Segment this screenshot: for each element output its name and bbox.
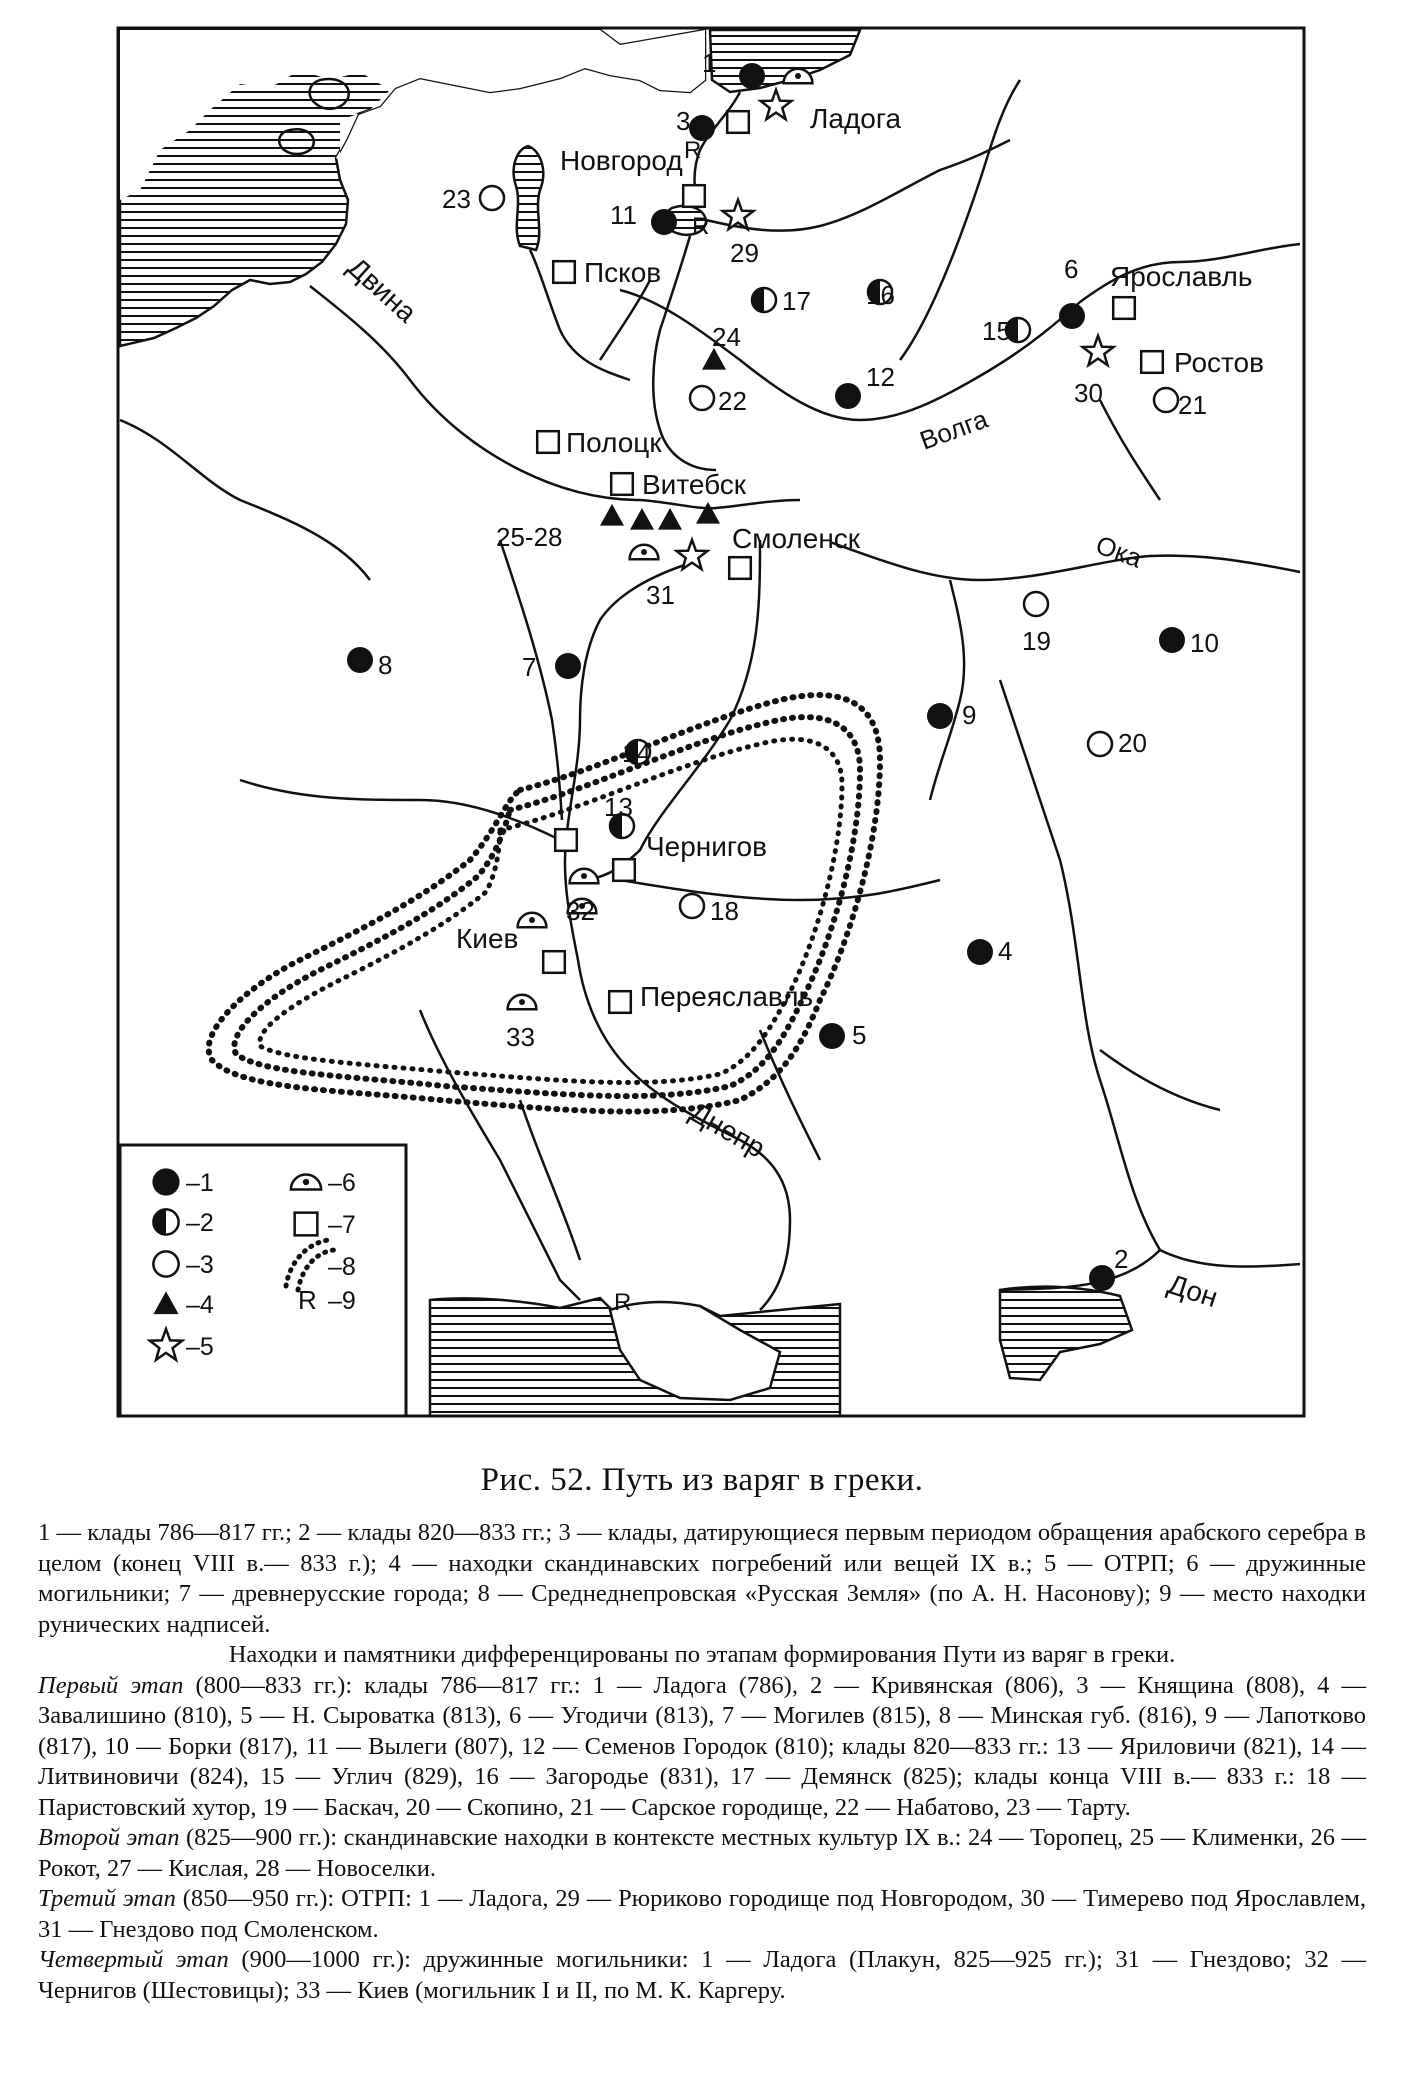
description-stage-2 xyxy=(38,1823,1366,1884)
city-novgorod: Новгород xyxy=(560,145,683,176)
site-number-8: 8 xyxy=(378,650,393,680)
legend-half-circle-icon xyxy=(153,1209,178,1234)
site-square-icon-14 xyxy=(1113,297,1135,319)
seym-river xyxy=(620,880,940,900)
site-burial-mound-icon-42 xyxy=(518,913,547,927)
stage-2-text: (825—900 гг.): скандинавские находки в контексте местных культур IX в.: 24 — Торопец, 25 — Клименки, 26 — Рокот, 27 — Кислая, 28 — Новоселки. xyxy=(38,1824,1367,1882)
lovat-river xyxy=(653,236,716,470)
description-stage-4 xyxy=(38,1945,1366,2006)
site-triangle-icon-24 xyxy=(630,508,654,530)
description-stage-1 xyxy=(38,1671,1366,1824)
don-lower xyxy=(1000,1250,1160,1290)
site-open-circle-icon-5 xyxy=(480,186,504,210)
site-half-circle-icon-10 xyxy=(752,288,776,312)
site-burial-mound-icon-47 xyxy=(508,995,537,1009)
city-vitebsk: Витебск xyxy=(642,469,747,500)
site-triangle-icon-26 xyxy=(696,502,720,524)
city-ladoga: Ладога xyxy=(810,103,902,134)
stage-4-text: (900—1000 гг.): дружинные могильники: 1 — Ладога (Плакун, 825—925 гг.); 31 — Гнездово; 32 — Чернигов (Шестовицы); 33 — Киев (могильник I и II, по М. К. Каргеру. xyxy=(38,1946,1366,2004)
stage-4-title: Четвертый этап xyxy=(38,1946,229,1973)
site-number-9: 9 xyxy=(962,700,977,730)
sea-of-azov xyxy=(1000,1287,1132,1380)
site-filled-circle-icon-49 xyxy=(1089,1265,1115,1291)
site-number-11: 11 xyxy=(610,200,637,230)
site-square-icon-45 xyxy=(543,951,565,973)
site-square-icon-46 xyxy=(609,991,631,1013)
russian-land-region xyxy=(209,695,880,1112)
legend-label-6: –6 xyxy=(328,1169,356,1197)
site-filled-circle-icon-20 xyxy=(835,383,861,409)
site-number-10: 10 xyxy=(1190,628,1219,658)
site-square-icon-16 xyxy=(1141,351,1163,373)
stage-2-title: Второй этап xyxy=(38,1824,180,1851)
site-number-25-28: 25-28 xyxy=(496,522,563,552)
legend-open-circle-icon xyxy=(153,1251,178,1276)
dnepr-river xyxy=(565,560,790,1310)
site-square-icon-9 xyxy=(553,261,575,283)
site-burial-mound-icon-27 xyxy=(630,545,659,559)
lake-peipus xyxy=(514,146,544,250)
river-misc-3 xyxy=(520,1100,580,1260)
don-river xyxy=(1000,680,1300,1267)
site-number-2: 2 xyxy=(1114,1244,1129,1274)
site-star-icon-28 xyxy=(677,540,708,569)
msta-river xyxy=(706,140,1010,231)
site-square-icon-4 xyxy=(727,111,749,133)
city-yaroslavl: Ярославль xyxy=(1110,261,1253,292)
site-number-31: 31 xyxy=(646,580,675,610)
river-volga: Волга xyxy=(915,403,992,456)
site-square-icon-21 xyxy=(537,431,559,453)
river-misc-4 xyxy=(1100,1050,1220,1110)
city-chernigov: Чернигов xyxy=(646,831,767,862)
site-number-21: 21 xyxy=(1178,390,1207,420)
svg-text:R: R xyxy=(298,1285,317,1315)
site-star-icon-2 xyxy=(761,90,792,119)
site-filled-circle-icon-31 xyxy=(1159,627,1185,653)
site-open-circle-icon-43 xyxy=(680,894,704,918)
river-misc-6 xyxy=(1100,400,1160,500)
site-square-icon-22 xyxy=(611,473,633,495)
city-rostov: Ростов xyxy=(1174,347,1264,378)
river-don: Дон xyxy=(1164,1268,1222,1314)
oka-river xyxy=(830,542,1300,580)
river-dvina: Двина xyxy=(341,251,423,329)
site-filled-circle-icon-13 xyxy=(1059,303,1085,329)
site-open-circle-icon-30 xyxy=(1024,592,1048,616)
site-square-icon-7 xyxy=(683,185,705,207)
legend-label-7: –7 xyxy=(328,1211,356,1239)
stage-1-text: (800—833 гг.): клады 786—817 гг.: 1 — Ладога (786), 2 — Кривянская (806), 3 — Княщина (808), 4 — Завалишино (810), 5 — Н. Сыроватка (813), 6 — Угодичи (813), 7 — Могилев (815), 8 — Минская губ. (816), 9 — Лапотково (817), 10 — Борки (817), 11 — Вылеги (807), 12 — Семенов Городок (810); клады 820—833 гг.: 13 — Яриловичи (821), 14 — Литвиновичи (824), 15 — Углич (829), 16 — Загородье (831), 17 — Демянск (825); клады конца VIII в.— 833 г.: 18 — Паристовский хутор, 19 — Баскач, 20 — Скопино, 21 — Сарское городище, 22 — Набатово, 23 — Тарту. xyxy=(38,1671,1366,1821)
river-misc-2 xyxy=(760,1030,820,1160)
city-pskov: Псков xyxy=(584,257,662,288)
site-number-30: 30 xyxy=(1074,378,1103,408)
site-filled-circle-icon-0 xyxy=(739,63,765,89)
rune-mark-1: R xyxy=(692,213,710,240)
site-number-17: 17 xyxy=(782,286,811,316)
legend-filled-circle-icon xyxy=(152,1168,179,1195)
site-square-icon-39 xyxy=(613,859,635,881)
rune-mark-2: R xyxy=(614,1289,632,1316)
river-dnepr: Днепр xyxy=(685,1096,771,1164)
river-misc-1 xyxy=(120,420,370,580)
site-number-33: 33 xyxy=(506,1022,535,1052)
site-filled-circle-icon-35 xyxy=(927,703,953,729)
rune-mark-0: R xyxy=(684,137,702,164)
city-kiev: Киев xyxy=(456,923,519,954)
figure-caption: Рис. 52. Путь из варяг в греки. xyxy=(480,1462,924,1498)
site-markers xyxy=(347,63,1185,1291)
site-filled-circle-icon-33 xyxy=(555,653,581,679)
site-number-22: 22 xyxy=(718,386,747,416)
figure-description xyxy=(38,1518,1366,2006)
southern-bug xyxy=(420,1010,580,1300)
site-number-14: 14 xyxy=(622,738,651,768)
city-polotsk: Полоцк xyxy=(566,427,662,458)
site-number-3: 3 xyxy=(676,106,691,136)
site-number-1: 1 xyxy=(702,48,717,78)
site-number-29: 29 xyxy=(730,238,759,268)
stage-3-title: Третий этап xyxy=(38,1885,176,1912)
site-open-circle-icon-19 xyxy=(690,386,714,410)
site-number-20: 20 xyxy=(1118,728,1147,758)
site-filled-circle-icon-48 xyxy=(819,1023,845,1049)
site-number-13: 13 xyxy=(604,792,633,822)
site-open-circle-icon-36 xyxy=(1088,732,1112,756)
site-number-5: 5 xyxy=(852,1020,867,1050)
site-number-23: 23 xyxy=(442,184,471,214)
site-square-icon-29 xyxy=(729,557,751,579)
site-number-6: 6 xyxy=(1064,254,1079,284)
legend-label-2: –2 xyxy=(186,1209,214,1237)
site-number-15: 15 xyxy=(982,316,1011,346)
site-number-24: 24 xyxy=(712,322,741,352)
stage-3-text: (850—950 гг.): ОТРП: 1 — Ладога, 29 — Рюриково городище под Новгородом, 30 — Тимерево под Ярославлем, 31 — Гнездово под Смоленском. xyxy=(38,1885,1367,1943)
site-open-circle-icon-17 xyxy=(1154,388,1178,412)
site-square-icon-38 xyxy=(555,829,577,851)
city-smolensk: Смоленск xyxy=(732,523,861,554)
site-filled-circle-icon-6 xyxy=(651,209,677,235)
description-stages-intro: Находки и памятники дифференцированы по этапам формирования Пути из варяг в греки. xyxy=(228,1641,1176,1668)
description-legend: 1 — клады 786—817 гг.; 2 — клады 820—833 гг.; 3 — клады, датирующиеся первым периодом обращения арабского серебра в целом (конец VIII в.— 833 г.); 4 — находки скандинавских погребений или вещей IX в.; 5 — ОТРП; 6 — дружинные могильники; 7 — древнерусские города; 8 — Среднеднепровская «Русская Земля» (по А. Н. Насонову); 9 — место находки рунических надписей. xyxy=(38,1519,1366,1638)
legend-label-8: –8 xyxy=(328,1253,356,1281)
legend-label-4: –4 xyxy=(186,1291,214,1319)
site-filled-circle-icon-32 xyxy=(347,647,373,673)
legend-label-1: –1 xyxy=(186,1169,214,1197)
site-number-16: 16 xyxy=(866,280,895,310)
legend-square-icon xyxy=(295,1213,318,1236)
legend-label-5: –5 xyxy=(186,1333,214,1361)
site-number-7: 7 xyxy=(522,652,537,682)
site-star-icon-15 xyxy=(1083,336,1114,365)
city-pereyaslavl: Переяславль xyxy=(640,981,814,1012)
legend-rune-letter-icon xyxy=(298,1285,317,1315)
site-filled-circle-icon-44 xyxy=(967,939,993,965)
site-triangle-icon-25 xyxy=(658,508,682,530)
site-number-18: 18 xyxy=(710,896,739,926)
site-number-19: 19 xyxy=(1022,626,1051,656)
site-burial-mound-icon-40 xyxy=(570,869,599,883)
description-stage-3 xyxy=(38,1884,1366,1945)
site-triangle-icon-23 xyxy=(600,504,624,526)
river-oka: Ока xyxy=(1091,529,1147,574)
legend-box xyxy=(120,1145,406,1416)
stage-1-title: Первый этап xyxy=(38,1671,184,1699)
legend-label-3: –3 xyxy=(186,1251,214,1279)
site-number-12: 12 xyxy=(866,362,895,392)
legend-label-9: –9 xyxy=(328,1287,356,1315)
site-number-4: 4 xyxy=(998,936,1013,966)
site-number-32: 32 xyxy=(566,896,595,926)
oka-upper xyxy=(930,580,964,800)
